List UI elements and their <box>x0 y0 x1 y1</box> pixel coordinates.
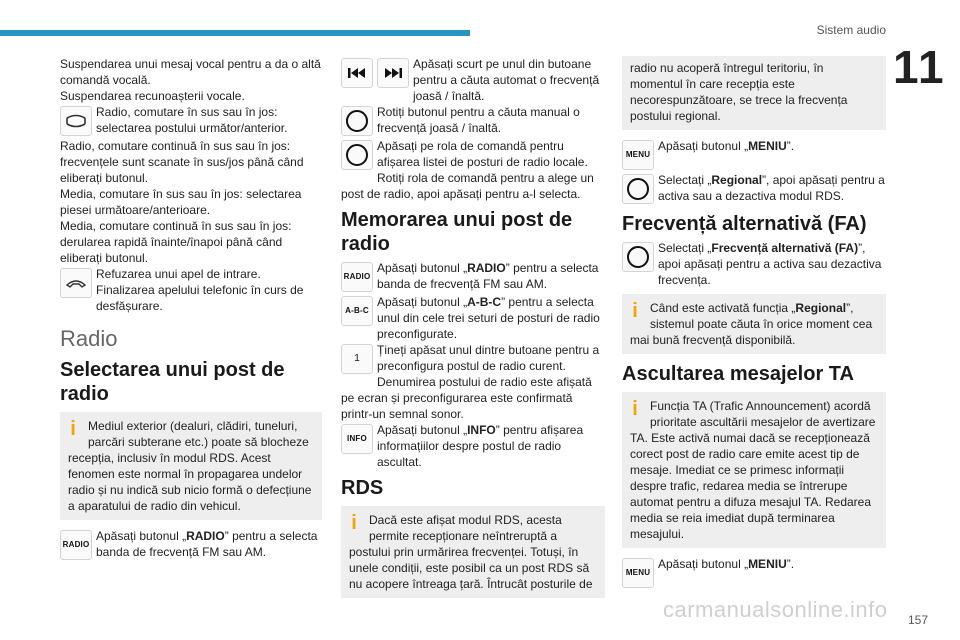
seek-back-icon <box>341 58 373 88</box>
rotary-knob-press-icon <box>341 140 373 170</box>
abc-button-icon: A-B-C <box>341 296 373 326</box>
column-1 <box>60 56 322 562</box>
menu-text: Apăsați butonul „MENIU”. <box>658 139 795 153</box>
fa-text: Selectați „Frecvență alternativă (FA)”, apoi apăsați pentru a activa sau dezactiva frecvența. <box>658 241 882 287</box>
rotate-row <box>341 104 605 138</box>
fa-heading: Frecvență alternativă (FA) <box>622 213 867 235</box>
list-text: Apăsați pe rola de comandă pentru afișarea listei de posturi de radio locale. Rotiți rola de comandă pentru a alege un post de radio, apoi apăsați pentru a-l selecta. <box>341 139 594 201</box>
abc-row <box>341 294 605 342</box>
rds-heading: RDS <box>341 477 384 499</box>
info-box-rds <box>341 506 605 598</box>
rotary-knob-icon <box>341 106 373 136</box>
info-button-row <box>341 422 605 470</box>
reject-call-row <box>60 266 322 314</box>
header-accent-bar <box>0 30 470 36</box>
preset-text: Țineți apăsat unul dintre butoane pentru a preconfigura postul de radio curent. Denumirea postului de radio este afișată pe ecran și preconfigurarea este confirmată printr-un semnal sonor. <box>341 343 600 421</box>
radio-button-row-2 <box>341 260 605 294</box>
info-icon: i <box>70 418 76 440</box>
radio-button-text: Apăsați butonul „RADIO” pentru a selecta banda de frecvență FM sau AM. <box>96 529 318 559</box>
fa-info-text: Când este activată funcția „Regional”, sistemul poate căuta în orice moment cea mai bună frecvență disponibilă. <box>630 301 873 347</box>
radio-button-icon: RADIO <box>341 262 373 292</box>
seek-row <box>341 56 605 104</box>
preset-row <box>341 342 605 422</box>
seek-text: Apăsați scurt pe unul din butoane pentru a căuta automat o frecvență joasă / înaltă. <box>413 57 600 103</box>
select-station-heading: Selectarea unui post de radio <box>60 359 285 405</box>
info-reception-text: Mediul exterior (dealuri, clădiri, tuneluri, parcări subterane etc.) poate să blocheze recepția, inclusiv în modul RDS. Acest fenomen este normal în propagarea undelor radio și nu indică sub nicio formă o defecțiune a aparatului de radio din vehicul. <box>68 419 312 513</box>
hangup-icon <box>60 268 92 298</box>
rds-info-cont-text: radio nu acoperă întregul teritoriu, în momentul în care recepția este necorespunzătoare, se trece la frecvența postului regional. <box>630 61 848 123</box>
regional-row <box>622 172 886 206</box>
info-box-ta <box>622 392 886 548</box>
preset-button-icon: 1 <box>341 344 373 374</box>
info-button-text: Apăsați butonul „INFO” pentru afișarea informațiilor despre postul de radio ascultat. <box>377 423 584 469</box>
radio-scan-text: Radio, comutare continuă în sus sau în jos: frecvențele sunt scanate în sus/jos până când eliberați butonul. <box>60 139 304 185</box>
info-icon: i <box>351 512 357 534</box>
info-box-rds-continued <box>622 56 886 130</box>
radio-button-row <box>60 528 322 562</box>
regional-text: Selectați „Regional”, apoi apăsați pentru a activa sau a dezactiva modul RDS. <box>658 173 885 203</box>
rds-info-text: Dacă este afișat modul RDS, acesta permite recepționare neîntreruptă a postului prin urmărirea frecvenței. Totuși, în unele condiții, este posibil ca un post RDS să nu acopere întreaga țară. Întrucât posturile de <box>349 513 593 591</box>
fa-row <box>622 240 886 288</box>
media-fast-text: Media, comutare continuă în sus sau în jos: derularea rapidă înainte/înapoi până când eliberați butonul. <box>60 219 292 265</box>
radio-button-icon: RADIO <box>60 530 92 560</box>
menu-row <box>622 138 886 172</box>
rotate-text: Rotiți butonul pentru a căuta manual o frecvență joasă / înaltă. <box>377 105 580 135</box>
store-station-heading: Memorarea unui post de radio <box>341 209 573 255</box>
rotary-knob-icon <box>622 174 654 204</box>
page-number: 157 <box>907 613 928 627</box>
seek-forward-icon <box>377 58 409 88</box>
radio-next-text: Radio, comutare în sus sau în jos: selectarea postului următor/anterior. <box>96 105 288 135</box>
chapter-number: 11 <box>893 41 946 93</box>
info-button-icon: INFO <box>341 424 373 454</box>
info-icon: i <box>632 398 638 420</box>
menu-text-2: Apăsați butonul „MENIU”. <box>658 557 795 571</box>
info-box-fa <box>622 294 886 354</box>
radio-select-text: Apăsați butonul „RADIO” pentru a selecta banda de frecvență FM sau AM. <box>377 261 599 291</box>
info-icon: i <box>632 300 638 322</box>
info-box-reception <box>60 412 322 520</box>
media-next-text: Media, comutare în sus sau în jos: selectarea piesei următoare/anterioare. <box>60 187 302 217</box>
menu-button-icon: MENU <box>622 140 654 170</box>
list-row <box>341 138 605 202</box>
abc-text: Apăsați butonul „A-B-C” pentru a selecta unul din cele trei seturi de posturi de radio preconfigurate. <box>377 295 600 341</box>
steering-switch-row <box>60 104 322 138</box>
reject-call-text: Refuzarea unui apel de intrare. Finalizarea apelului telefonic în curs de desfășurare. <box>96 267 304 313</box>
menu-row-2 <box>622 556 886 590</box>
ta-info-text: Funcția TA (Trafic Announcement) acordă prioritate ascultării mesajelor de avertizare TA. Este activă numai dacă se recepționează corect post de radio care emite acest tip de mesaje. Imediat ce se primesc informații despre trafic, redarea media se întrerupe automat pentru a difuza mesajul TA. Redarea media se reia imediat după terminarea mesajului. <box>630 399 876 541</box>
steering-switch-icon <box>60 106 92 136</box>
watermark: carmanualsonline.info <box>663 597 888 622</box>
column-3 <box>622 56 886 590</box>
rotary-knob-icon <box>622 242 654 272</box>
menu-button-icon: MENU <box>622 558 654 588</box>
voice-text: Suspendarea unui mesaj vocal pentru a da o altă comandă vocală. Suspendarea recunoașterii vocale. <box>60 57 321 103</box>
section-title: Sistem audio <box>816 23 886 37</box>
radio-title: Radio <box>60 326 118 351</box>
column-2 <box>341 56 605 606</box>
ta-heading: Ascultarea mesajelor TA <box>622 363 854 385</box>
